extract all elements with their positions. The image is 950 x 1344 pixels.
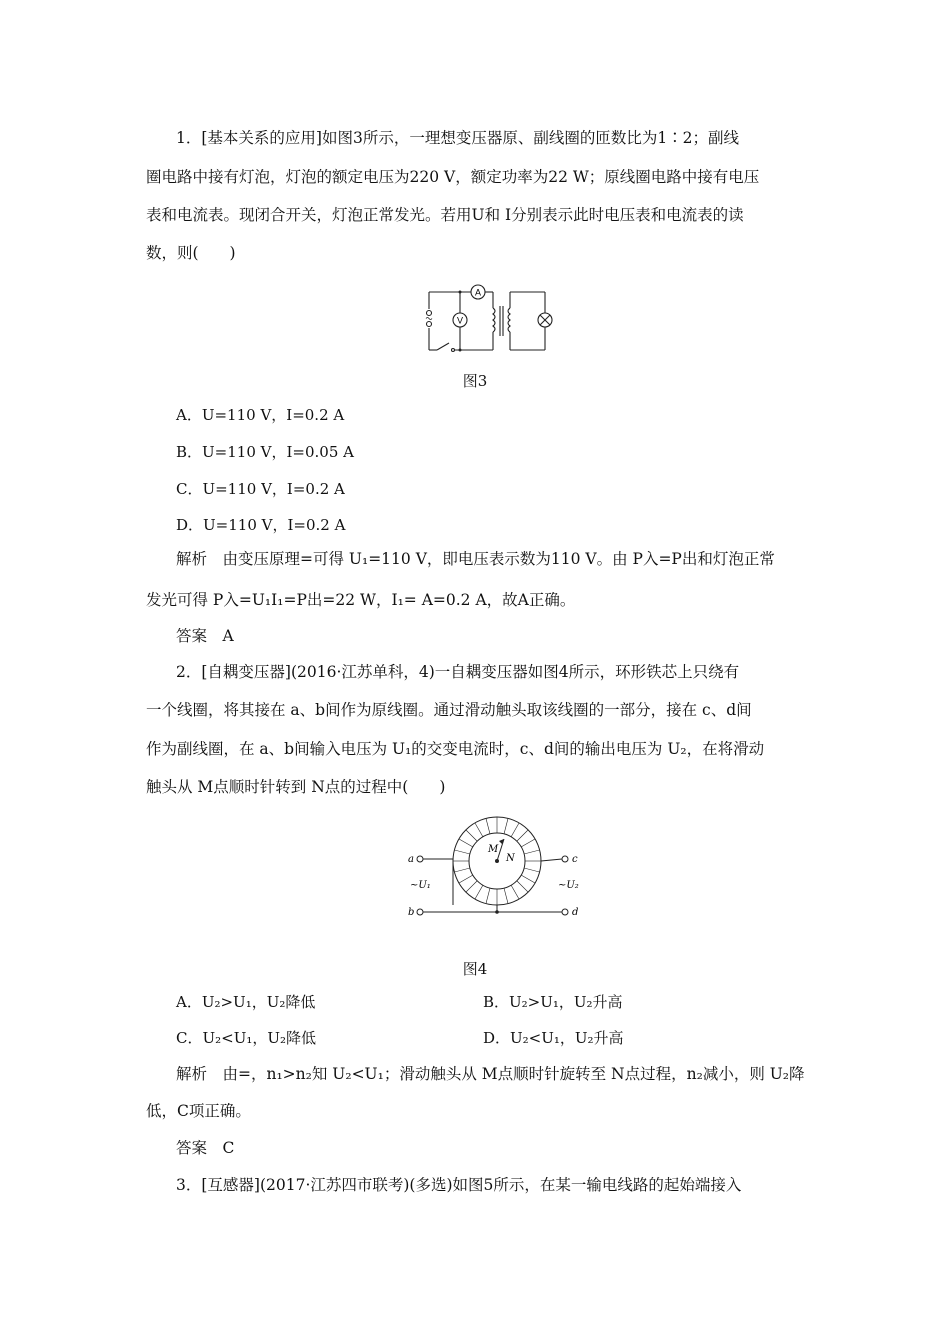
q2-option-a[interactable]: A．U₂>U₁，U₂降低 xyxy=(176,993,316,1011)
point-n-label: N xyxy=(506,853,515,864)
q2-answer: 答案 C xyxy=(176,1139,235,1157)
q1-option-d[interactable]: D．U=110 V，I=0.2 A xyxy=(176,516,346,534)
q1-option-a[interactable]: A．U=110 V，I=0.2 A xyxy=(176,406,345,424)
q1-analysis-line1: 解析 由变压原理=可得 U₁=110 V，即电压表示数为110 V。由 P入=P出和灯泡正常 xyxy=(176,550,775,568)
q1-answer: 答案 A xyxy=(176,627,234,645)
q1-stem-line4: 数，则( ) xyxy=(146,244,236,262)
terminal-d-label: d xyxy=(572,907,579,918)
input-voltage-label: ~U₁ xyxy=(410,880,431,891)
figure-4-caption: 图4 xyxy=(462,960,488,978)
q2-analysis-line2: 低，C项正确。 xyxy=(146,1102,251,1120)
q1-option-b[interactable]: B．U=110 V，I=0.05 A xyxy=(176,443,354,461)
q1-option-c[interactable]: C．U=110 V，I=0.2 A xyxy=(176,480,345,498)
terminal-a-label: a xyxy=(408,854,414,865)
point-m-label: M xyxy=(488,844,499,855)
q2-option-d[interactable]: D．U₂<U₁，U₂升高 xyxy=(483,1029,624,1047)
q2-stem-line3: 作为副线圈，在 a、b间输入电压为 U₁的交变电流时，c、d间的输出电压为 U₂，在将滑动 xyxy=(146,740,765,758)
q2-stem-line4: 触头从 M点顺时针转到 N点的过程中( ) xyxy=(146,778,446,796)
voltmeter-label: V xyxy=(456,315,464,326)
figure-4-autotransformer xyxy=(400,815,590,925)
q1-stem-line2: 圈电路中接有灯泡，灯泡的额定电压为220 V，额定功率为22 W；原线圈电路中接有电压 xyxy=(146,168,760,186)
q2-analysis-line1: 解析 由=，n₁>n₂知 U₂<U₁；滑动触头从 M点顺时针旋转至 N点过程，n₂减小，则 U₂降 xyxy=(176,1065,805,1083)
q1-stem-line3: 表和电流表。现闭合开关，灯泡正常发光。若用U和 I分别表示此时电压表和电流表的读 xyxy=(146,206,744,224)
q3-stem-line1: 3．[互感器](2017·江苏四市联考)(多选)如图5所示，在某一输电线路的起始端接入 xyxy=(176,1176,742,1194)
terminal-b-label: b xyxy=(408,907,415,918)
terminal-c-label: c xyxy=(572,854,578,865)
q1-stem-line1: 1．[基本关系的应用]如图3所示，一理想变压器原、副线圈的匝数比为1∶2；副线 xyxy=(176,129,740,147)
ammeter-label: A xyxy=(474,287,482,298)
q1-analysis-line2: 发光可得 P入=U₁I₁=P出=22 W，I₁= A=0.2 A，故A正确。 xyxy=(146,591,576,609)
figure-3-caption: 图3 xyxy=(462,372,488,390)
output-voltage-label: ~U₂ xyxy=(558,880,579,891)
q2-option-c[interactable]: C．U₂<U₁，U₂降低 xyxy=(176,1029,317,1047)
q2-option-b[interactable]: B．U₂>U₁，U₂升高 xyxy=(483,993,623,1011)
q2-stem-line2: 一个线圈，将其接在 a、b间作为原线圈。通过滑动触头取该线圈的一部分，接在 c、d间 xyxy=(146,701,752,719)
figure-3-circuit xyxy=(415,282,565,356)
q2-stem-line1: 2．[自耦变压器](2016·江苏单科，4)一自耦变压器如图4所示，环形铁芯上只绕有 xyxy=(176,663,740,681)
